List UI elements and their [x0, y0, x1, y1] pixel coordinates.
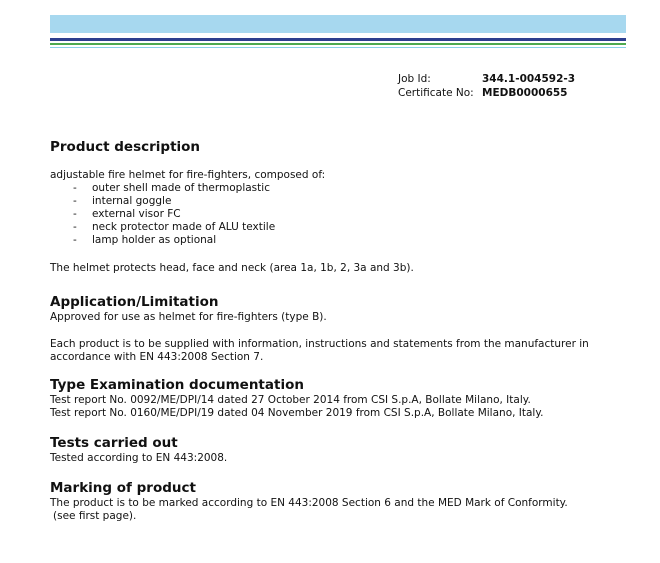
- marking-text: The product is to be marked according to EN 443:2008 Section 6 and the MED Mark of Conformity.: [50, 497, 568, 509]
- list-item: - internal goggle: [50, 195, 630, 208]
- tests-text: Tested according to EN 443:2008.: [50, 452, 228, 464]
- job-id-value: 344.1-004592-3: [482, 73, 576, 85]
- header-band: [50, 15, 626, 33]
- list-item: - neck protector made of ALU textile: [50, 221, 630, 234]
- certificate-value: MEDB0000655: [482, 87, 568, 99]
- header-rule-light: [50, 47, 626, 48]
- product-intro: adjustable fire helmet for fire-fighters, composed of:: [50, 169, 326, 181]
- test-report: Test report No. 0160/ME/DPI/19 dated 04 November 2019 from CSI S.p.A, Bollate Milano, Italy.: [50, 407, 544, 419]
- list-item: - lamp holder as optional: [50, 234, 630, 247]
- document-body: [50, 138, 630, 523]
- list-item: - outer shell made of thermoplastic: [50, 182, 630, 195]
- tests-heading: Tests carried out: [50, 435, 178, 451]
- application-heading: Application/Limitation: [50, 294, 219, 310]
- list-item: - external visor FC: [50, 208, 630, 221]
- supply-info-text: Each product is to be supplied with information, instructions and statements from the manufacturer in accordance with EN 443:2008 Section 7.: [50, 338, 589, 363]
- type-examination-section: [50, 376, 630, 420]
- tests-section: [50, 434, 630, 465]
- job-id-label: Job Id:: [398, 73, 431, 85]
- certificate-meta: [398, 72, 575, 100]
- certificate-row: [398, 86, 575, 100]
- marking-section: [50, 479, 630, 523]
- application-text: Approved for use as helmet for fire-fighters (type B).: [50, 311, 327, 323]
- component-list: [50, 182, 630, 247]
- header-rule-green: [50, 43, 626, 45]
- product-description-heading: Product description: [50, 139, 201, 155]
- product-description-section: [50, 138, 630, 275]
- application-section: [50, 293, 630, 364]
- marking-note: (see first page).: [53, 510, 137, 522]
- certificate-label: Certificate No:: [398, 87, 474, 99]
- marking-heading: Marking of product: [50, 480, 196, 496]
- type-examination-heading: Type Examination documentation: [50, 377, 304, 393]
- test-report: Test report No. 0092/ME/DPI/14 dated 27 October 2014 from CSI S.p.A, Bollate Milano, Italy.: [50, 394, 531, 406]
- job-id-row: [398, 72, 575, 86]
- protection-text: The helmet protects head, face and neck (area 1a, 1b, 2, 3a and 3b).: [50, 262, 414, 274]
- header-rule-blue: [50, 38, 626, 41]
